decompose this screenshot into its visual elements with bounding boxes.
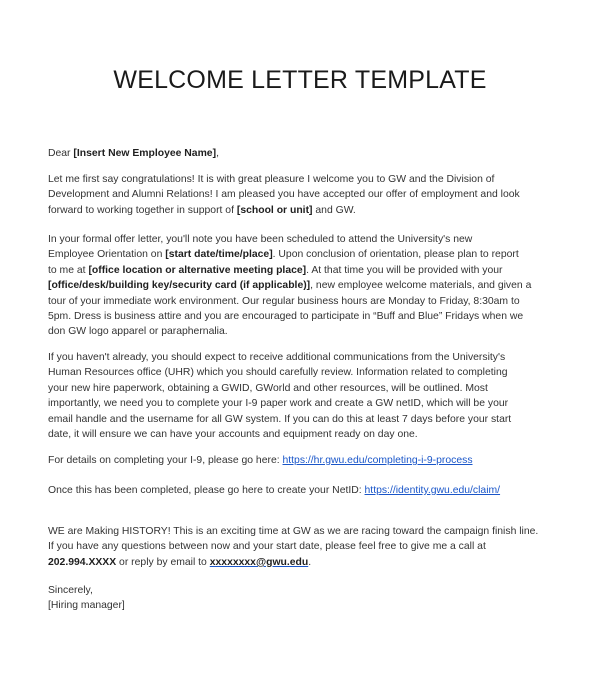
- paragraph-line: your new hire paperwork, obtaining a GWID, GWorld and other resources, will be outlined. Most: [48, 382, 488, 394]
- paragraph-line: [48, 278, 568, 293]
- paragraph-orientation: [48, 232, 568, 340]
- office-key-placeholder: [office/desk/building key/security card (if applicable)]: [48, 280, 311, 292]
- netid-claim-link[interactable]: https://identity.gwu.edu/claim/: [364, 485, 501, 496]
- text-segment: . Upon conclusion of orientation, please plan to report: [272, 249, 519, 261]
- paragraph-line: If you have any questions between now and your start date, please feel free to give me a call at: [48, 541, 486, 553]
- paragraph-line: Human Resources office (UHR) which you should carefully review. Information related to completing: [48, 367, 508, 379]
- employee-name-placeholder: [Insert New Employee Name]: [73, 148, 217, 159]
- paragraph-congratulations: [48, 172, 568, 218]
- text-segment: . At that time you will be provided with your: [306, 264, 503, 276]
- text-segment: .: [308, 556, 312, 568]
- greeting: [48, 146, 568, 161]
- signer-placeholder: [Hiring manager]: [48, 600, 125, 612]
- text-segment: Employee Orientation on: [48, 249, 166, 261]
- greeting-prefix: Dear: [48, 148, 74, 159]
- text-segment: Once this has been completed, please go here to create your NetID:: [48, 485, 365, 496]
- paragraph-line: If you haven't already, you should expect to receive additional communications from the University's: [48, 352, 506, 363]
- paragraph-line: [48, 247, 568, 262]
- email-address: xxxxxxxx@gwu.edu: [209, 556, 309, 568]
- paragraph-line: don GW logo apparel or paraphernalia.: [48, 326, 228, 338]
- paragraph-line: In your formal offer letter, you'll note you have been scheduled to attend the University's new: [48, 234, 473, 245]
- page-title: WELCOME LETTER TEMPLATE: [113, 66, 487, 94]
- paragraph-line: tour of your immediate work environment. Our regular business hours are Monday to Friday, 8:30am to: [48, 295, 520, 307]
- paragraph-line: 5pm. Dress is business attire and you are encouraged to participate in “Buff and Blue” Fridays when we: [48, 311, 524, 323]
- text-segment: or reply by email to: [116, 556, 210, 568]
- phone-number: 202.994.XXXX: [48, 556, 117, 568]
- text-segment: forward to working together in support of: [48, 204, 237, 216]
- paragraph-line: WE are Making HISTORY! This is an exciting time at GW as we are racing toward the campaign finish line.: [48, 526, 539, 537]
- paragraph-line: importantly, we need you to complete your I-9 paper work and create a GW netID, which will be your: [48, 398, 509, 410]
- paragraph-line: [48, 203, 568, 218]
- paragraph-line: email handle and the username for all GW system. If you can do this at least 7 days before your start: [48, 413, 512, 425]
- greeting-suffix: ,: [216, 148, 219, 159]
- paragraph-line: date, it will ensure we can have your accounts and equipment ready on day one.: [48, 429, 418, 441]
- paragraph-line: [48, 263, 568, 278]
- paragraph-line: [48, 555, 568, 570]
- closing: [48, 583, 568, 614]
- signoff: Sincerely,: [48, 585, 93, 596]
- paragraph-contact: [48, 524, 568, 570]
- text-segment: to me at: [48, 264, 89, 276]
- paragraph-netid: [48, 483, 568, 498]
- school-unit-placeholder: [school or unit]: [236, 204, 313, 216]
- paragraph-line: Let me first say congratulations! It is with great pleasure I welcome you to GW and the Division of: [48, 174, 495, 185]
- paragraph-hr-communications: [48, 350, 568, 442]
- text-segment: For details on completing your I-9, please go here:: [48, 455, 283, 466]
- text-segment: , new employee welcome materials, and given a: [310, 280, 532, 292]
- paragraph-line: Development and Alumni Relations! I am pleased you have accepted our offer of employment and look: [48, 189, 520, 201]
- office-location-placeholder: [office location or alternative meeting place]: [88, 264, 307, 276]
- start-date-placeholder: [start date/time/place]: [165, 249, 273, 261]
- paragraph-i9-details: [48, 453, 568, 468]
- email-link[interactable]: [209, 556, 312, 568]
- text-segment: and GW.: [312, 204, 356, 216]
- i9-process-link[interactable]: https://hr.gwu.edu/completing-i-9-process: [282, 455, 473, 466]
